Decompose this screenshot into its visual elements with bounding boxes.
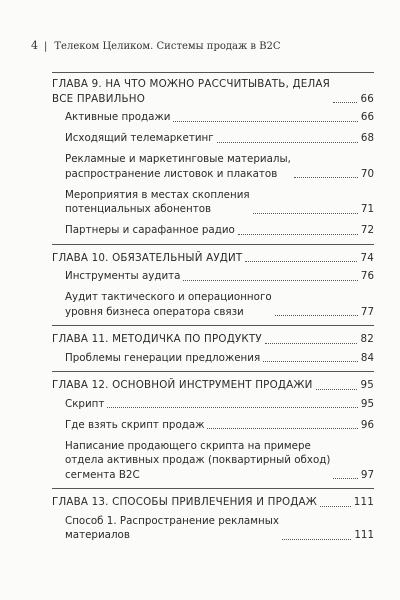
toc-chapter — [52, 72, 374, 238]
toc-subentry[interactable] — [52, 188, 374, 217]
dot-leader — [333, 478, 357, 479]
dot-leader — [183, 280, 357, 281]
toc-chapter-entry[interactable] — [52, 251, 374, 266]
toc-chapter — [52, 488, 374, 543]
table-of-contents — [52, 72, 374, 549]
dot-leader — [107, 407, 358, 408]
toc-chapter-entry[interactable] — [52, 495, 374, 510]
toc-chapter-entry-title: ГЛАВА 10. ОБЯЗАТЕЛЬНЫЙ АУДИТ — [52, 251, 243, 264]
toc-subentry-title: Рекламные и маркетинговые материалы, распространение листовок и плакатов — [65, 153, 291, 180]
toc-subentry-page: 95 — [360, 397, 374, 410]
toc-subentry-title: Написание продающего скрипта на примере отдела активных продаж (поквартирный обход) сегмента B2C — [65, 439, 331, 481]
dot-leader — [253, 213, 358, 214]
toc-subentry[interactable] — [52, 152, 374, 181]
toc-chapter-entry[interactable] — [52, 378, 374, 393]
toc-subentry[interactable] — [52, 269, 374, 284]
dot-leader — [245, 261, 357, 262]
toc-subentry[interactable] — [52, 223, 374, 238]
toc-chapter-entry-title: ГЛАВА 13. СПОСОБЫ ПРИВЛЕЧЕНИЯ И ПРОДАЖ — [52, 496, 318, 508]
dot-leader — [320, 506, 351, 507]
toc-chapter-entry[interactable] — [52, 77, 374, 106]
toc-subentry-page: 96 — [360, 418, 374, 431]
toc-subentry-page: 97 — [360, 468, 374, 481]
running-header — [31, 39, 281, 52]
toc-subentry[interactable] — [52, 131, 374, 146]
toc-subentry[interactable] — [52, 397, 374, 412]
toc-chapter-entry-page: 74 — [360, 251, 374, 264]
toc-subentry-page: 71 — [360, 203, 374, 215]
toc-chapter-entry-page: 82 — [360, 333, 374, 345]
dot-leader — [173, 121, 357, 122]
header-separator: | — [44, 41, 48, 52]
toc-subentry[interactable] — [52, 439, 374, 483]
toc-chapter-entry[interactable] — [52, 332, 374, 347]
toc-subentry-title: Партнеры и сарафанное радио — [65, 224, 235, 236]
toc-subentry[interactable] — [52, 418, 374, 433]
dot-leader — [316, 389, 358, 390]
dot-leader — [275, 315, 358, 316]
toc-subentry-page: 68 — [360, 132, 374, 144]
toc-chapter-entry-page: 95 — [360, 379, 374, 391]
toc-chapter-entry-page: 111 — [353, 496, 374, 508]
dot-leader — [265, 343, 358, 344]
toc-chapter — [52, 244, 374, 320]
toc-subentry-page: 77 — [360, 305, 374, 318]
toc-subentry-page: 70 — [360, 167, 374, 180]
toc-chapter — [52, 371, 374, 482]
toc-chapter-entry-page: 66 — [360, 92, 374, 105]
page-number: 4 — [31, 39, 38, 52]
toc-subentry-title: Проблемы генерации предложения — [65, 351, 261, 364]
toc-subentry-title: Способ 1. Распространение рекламных материалов — [65, 514, 279, 541]
toc-subentry-page: 84 — [360, 351, 374, 364]
toc-subentry-page: 111 — [354, 529, 374, 541]
dot-leader — [333, 102, 357, 103]
toc-subentry-title: Аудит тактического и операционного уровня бизнеса оператора связи — [65, 291, 272, 318]
dot-leader — [238, 234, 358, 235]
toc-subentry-title: Где взять скрипт продаж — [65, 418, 205, 431]
toc-subentry[interactable] — [52, 351, 374, 366]
dot-leader — [282, 539, 351, 540]
dot-leader — [263, 361, 358, 362]
toc-subentry-page: 66 — [360, 111, 374, 123]
dot-leader — [217, 142, 358, 143]
toc-subentry-title: Скрипт — [65, 397, 105, 410]
book-title: Телеком Целиком. Системы продаж в B2C — [54, 41, 281, 52]
toc-chapter — [52, 325, 374, 365]
toc-subentry[interactable] — [52, 110, 374, 125]
dot-leader — [207, 428, 357, 429]
toc-chapter-entry-title: ГЛАВА 12. ОСНОВНОЙ ИНСТРУМЕНТ ПРОДАЖИ — [52, 379, 313, 391]
toc-subentry[interactable] — [52, 290, 374, 319]
toc-subentry-page: 76 — [360, 270, 374, 282]
toc-subentry-title: Активные продажи — [65, 111, 171, 123]
toc-subentry-title: Инструменты аудита — [65, 270, 181, 282]
dot-leader — [294, 177, 358, 178]
toc-subentry-title: Мероприятия в местах скопления потенциальных абонентов — [65, 188, 250, 215]
toc-chapter-entry-title: ГЛАВА 11. МЕТОДИЧКА ПО ПРОДУКТУ — [52, 333, 262, 345]
toc-subentry[interactable] — [52, 514, 374, 543]
toc-subentry-page: 72 — [360, 224, 374, 236]
toc-subentry-title: Исходящий телемаркетинг — [65, 132, 214, 144]
toc-chapter-entry-title: ГЛАВА 9. НА ЧТО МОЖНО РАССЧИТЫВАТЬ, ДЕЛАЯ ВСЕ ПРАВИЛЬНО — [52, 78, 331, 105]
